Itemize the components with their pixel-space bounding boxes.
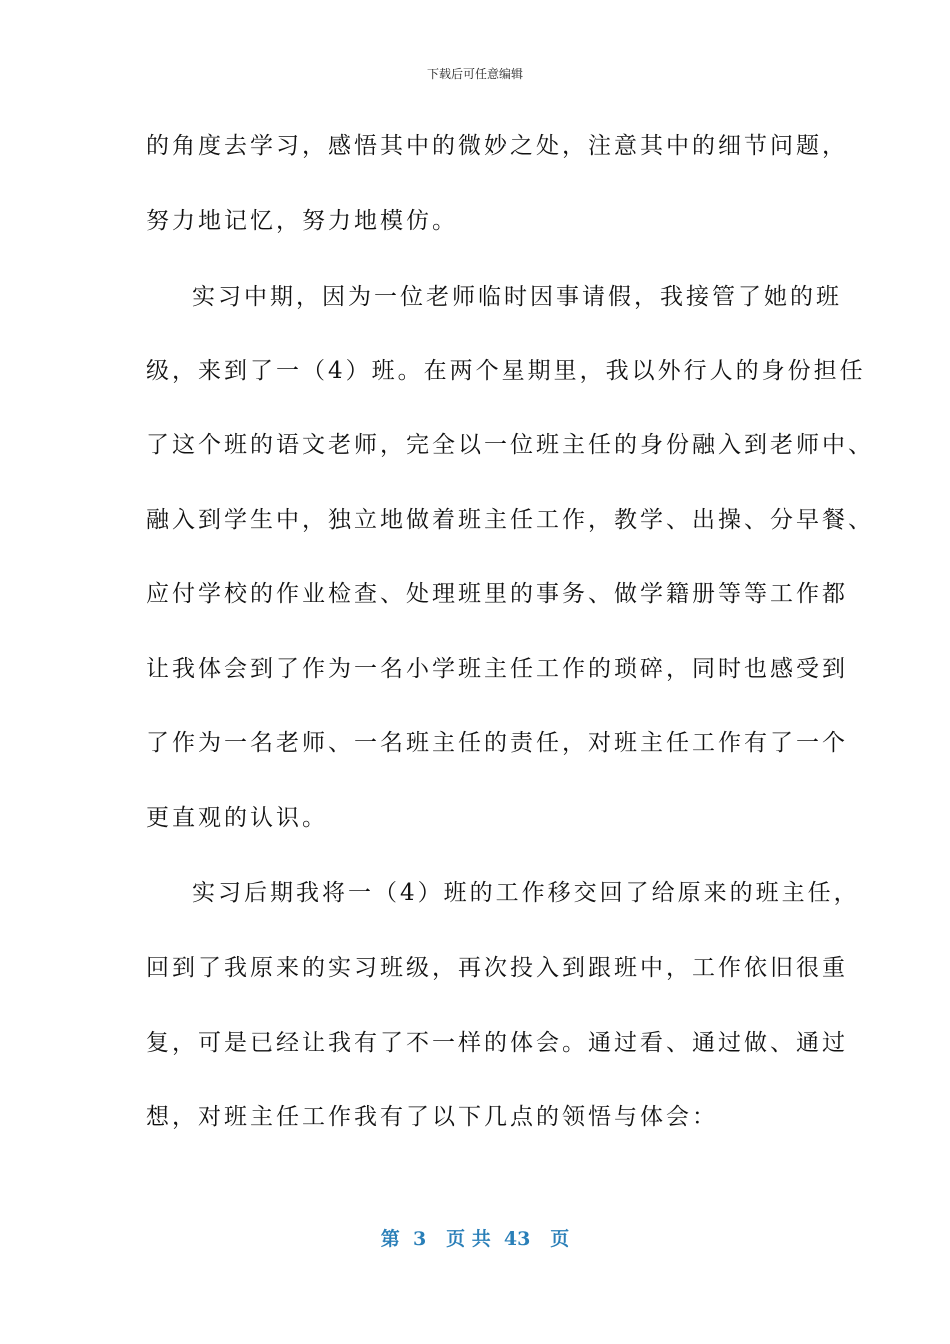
- text-line: 级，来到了一（4）班。在两个星期里，我以外行人的身份担任: [146, 358, 866, 384]
- text-line: 融入到学生中，独立地做着班主任工作，教学、出操、分早餐、: [146, 507, 874, 533]
- text-line: 的角度去学习，感悟其中的微妙之处，注意其中的细节问题，: [146, 133, 848, 159]
- text-line: 让我体会到了作为一名小学班主任工作的琐碎，同时也感受到: [146, 656, 848, 682]
- page-header-note: 下载后可任意编辑: [426, 67, 523, 81]
- text-line: 更直观的认识。: [146, 805, 328, 831]
- text-line: 了这个班的语文老师，完全以一位班主任的身份融入到老师中、: [146, 432, 874, 458]
- text-line: 实习后期我将一（4）班的工作移交回了给原来的班主任，: [192, 880, 860, 906]
- text-line: 应付学校的作业检查、处理班里的事务、做学籍册等等工作都: [146, 581, 848, 607]
- text-line: 回到了我原来的实习班级，再次投入到跟班中，工作依旧很重: [146, 955, 848, 981]
- text-line: 实习中期，因为一位老师临时因事请假，我接管了她的班: [192, 284, 842, 310]
- text-line: 努力地记忆，努力地模仿。: [146, 208, 458, 234]
- page-number-footer: 第 3 页 共 43 页: [380, 1228, 570, 1250]
- text-line: 想，对班主任工作我有了以下几点的领悟与体会：: [146, 1104, 718, 1130]
- text-line: 了作为一名老师、一名班主任的责任，对班主任工作有了一个: [146, 730, 848, 756]
- text-line: 复，可是已经让我有了不一样的体会。通过看、通过做、通过: [146, 1030, 848, 1056]
